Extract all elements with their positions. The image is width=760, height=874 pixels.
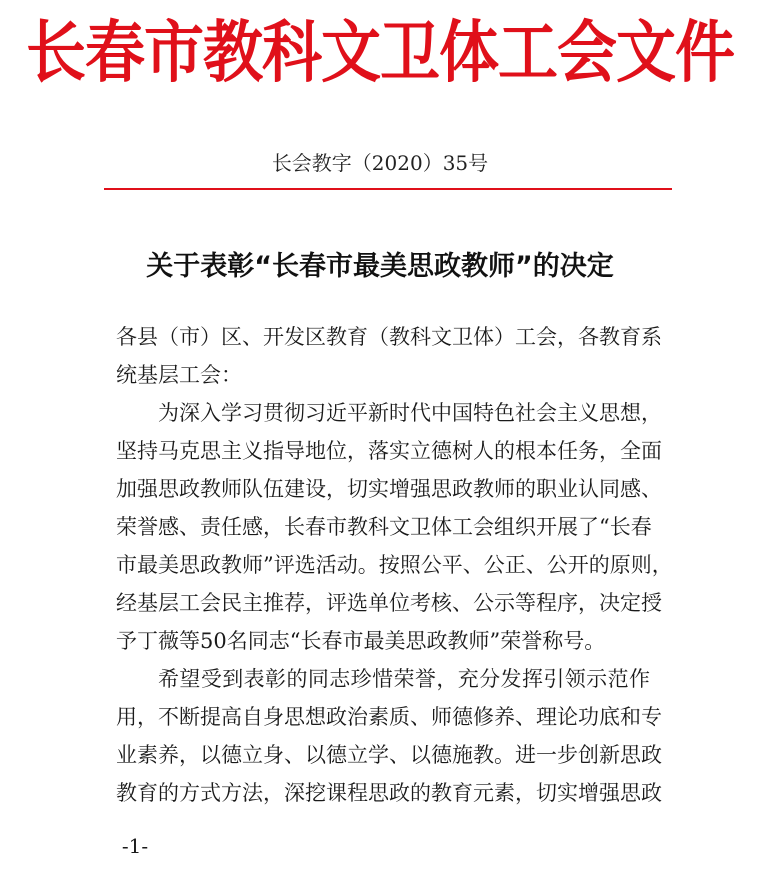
- document-number: 长会教字（2020）35号: [271, 151, 489, 175]
- paragraph-line: 希望受到表彰的同志珍惜荣誉，充分发挥引领示范作: [158, 667, 650, 691]
- paragraph-line: 业素养，以德立身、以德立学、以德施教。进一步创新思政: [116, 743, 662, 767]
- paragraph-line: 加强思政教师队伍建设，切实增强思政教师的职业认同感、: [116, 477, 662, 501]
- paragraph-line: 坚持马克思主义指导地位，落实立德树人的根本任务，全面: [116, 439, 662, 463]
- document-body: [116, 318, 673, 812]
- paragraph-line: 市最美思政教师”评选活动。按照公平、公正、公开的原则，: [116, 553, 673, 577]
- masthead-title: 长春市教科文卫体工会文件: [26, 13, 734, 93]
- paragraph-line: 予丁薇等50名同志“长春市最美思政教师”荣誉称号。: [116, 629, 606, 653]
- paragraph-line: 为深入学习贯彻习近平新时代中国特色社会主义思想，: [158, 401, 662, 425]
- red-divider-line: [104, 188, 672, 190]
- document-title: 关于表彰“长春市最美思政教师”的决定: [146, 251, 614, 282]
- paragraph-line: 经基层工会民主推荐，评选单位考核、公示等程序，决定授: [116, 591, 662, 615]
- paragraph-line: 教育的方式方法，深挖课程思政的教育元素，切实增强思政: [116, 781, 662, 805]
- addressee-line: 各县（市）区、开发区教育（教科文卫体）工会，各教育系: [116, 325, 662, 349]
- paragraph-line: 荣誉感、责任感，长春市教科文卫体工会组织开展了“长春: [116, 515, 652, 539]
- paragraph-line: 用，不断提高自身思想政治素质、师德修养、理论功底和专: [116, 705, 662, 729]
- addressee-line: 统基层工会：: [116, 363, 242, 387]
- page-number: -1-: [121, 834, 149, 858]
